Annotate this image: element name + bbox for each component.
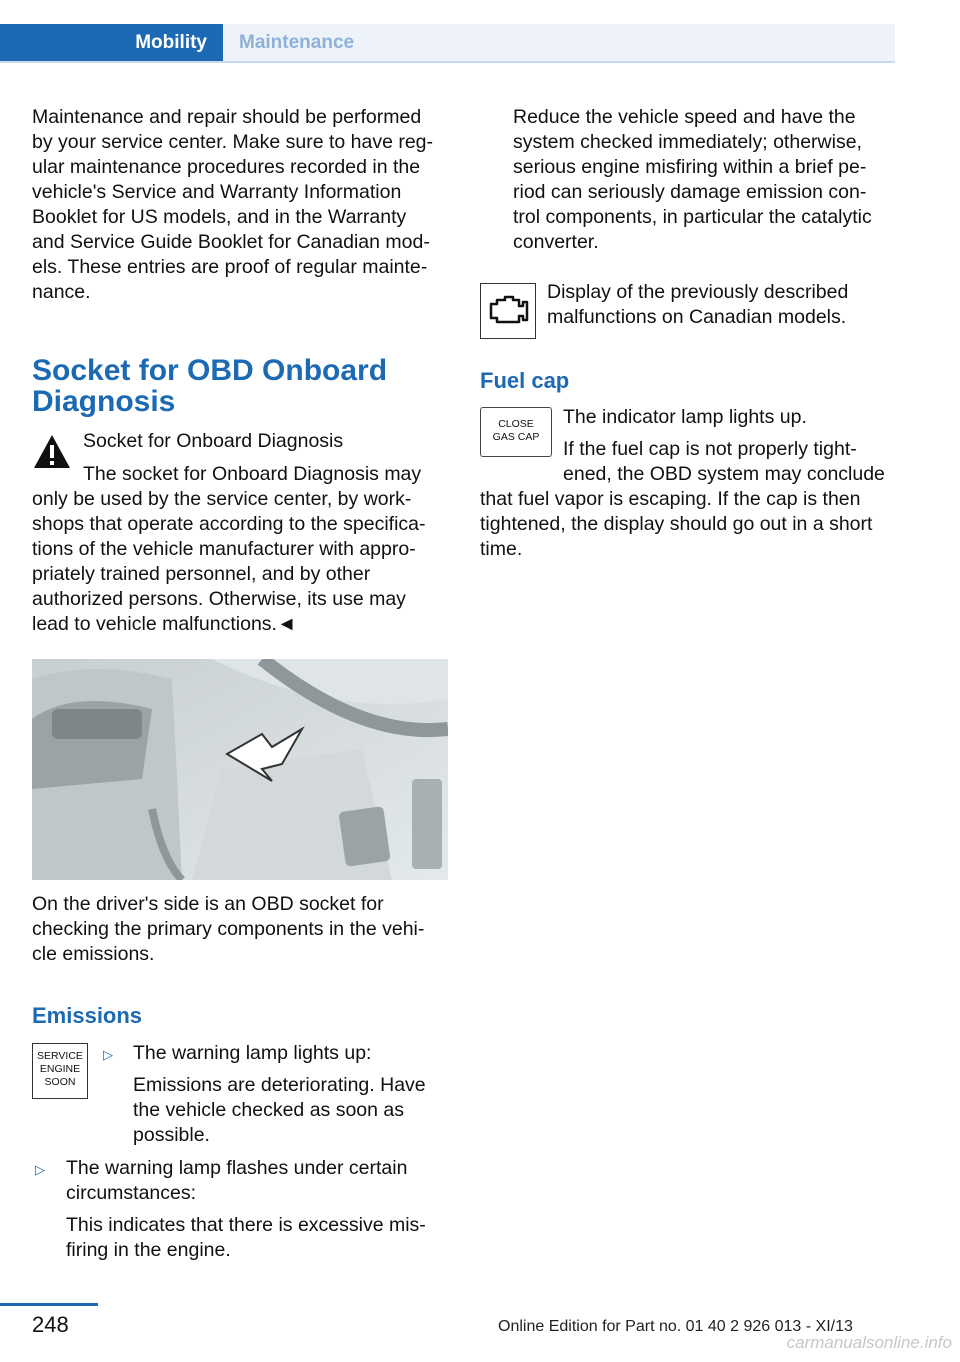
tab-mobility[interactable]: Mobility: [0, 24, 223, 61]
tab-maintenance[interactable]: Maintenance: [223, 24, 895, 61]
section-heading: Socket for OBD Onboard Diagnosis: [32, 354, 388, 418]
warning-lead: The socket for Onboard Diagnosis may: [83, 463, 422, 485]
photo-caption: On the driver's side is an OBD socket for checking the primary components in the vehi-cle emissions.: [32, 893, 425, 965]
page-number: 248: [32, 1312, 69, 1337]
warning-title: Socket for Onboard Diagnosis: [83, 430, 344, 452]
emissions-heading: Emissions: [32, 1003, 143, 1028]
warning-body: only be used by the service center, by work-shops that operate according to the specifica-tions of the vehicle manufacturer with appro-priately trained personnel, and by other authorized persons. Otherwise, its use may lead to vehicle malfunctions.◄: [32, 488, 426, 635]
bullet-2-body: This indicates that there is excessive mis-firing in the engine.: [66, 1214, 426, 1261]
bullet-marker-1: ▷: [103, 1047, 113, 1062]
gas-icon-line-1: CLOSE: [498, 418, 534, 430]
header-tabs: [0, 24, 895, 61]
service-icon-line-1: SERVICE: [37, 1050, 83, 1062]
bullet-2-title: The warning lamp flashes under certain circumstances:: [66, 1157, 408, 1204]
intro-paragraph: Maintenance and repair should be performed by your service center. Make sure to have reg-ular maintenance procedures recorded in the vehicle's Service and Warranty Information Booklet for US models, and in the Warranty and Service Guide Booklet for Canadian mod-els. These entries are proof of regular mainte-nance.: [32, 106, 434, 303]
page-number-rule: [0, 1303, 98, 1306]
gas-icon-line-2: GAS CAP: [492, 431, 540, 443]
bullet-1-title: The warning lamp lights up:: [133, 1042, 372, 1064]
emissions-continued: Reduce the vehicle speed and have the system checked immediately; otherwise, serious engine misfiring within a brief pe-riod can seriously damage emission con-trol components, in particular the catalytic converter.: [513, 106, 872, 253]
warning-triangle-icon: [32, 433, 72, 471]
header-divider: [0, 61, 895, 63]
fuel-cap-p1: The indicator lamp lights up.: [563, 406, 807, 428]
fuel-cap-p2-rest: that fuel vapor is escaping. If the cap is then tightened, the display should go out in a short time.: [480, 488, 873, 560]
service-engine-soon-icon: [32, 1043, 88, 1099]
bullet-1-body: Emissions are deteriorating. Have the vehicle checked as soon as possible.: [133, 1074, 426, 1146]
edition-footer: Online Edition for Part no. 01 40 2 926 013 - XI/13: [498, 1318, 853, 1335]
obd-socket-photo: [32, 659, 448, 880]
check-engine-icon: [480, 283, 536, 339]
service-icon-line-3: SOON: [44, 1076, 76, 1088]
fuel-cap-p2-lead: If the fuel cap is not properly tight-ened, the OBD system may conclude: [563, 438, 885, 485]
watermark: carmanualsonline.info: [786, 1333, 952, 1352]
close-gas-cap-icon: [480, 407, 552, 457]
service-icon-line-2: ENGINE: [39, 1063, 81, 1075]
canada-display-text: Display of the previously described malfunctions on Canadian models.: [547, 281, 849, 328]
bullet-marker-2: ▷: [35, 1162, 45, 1177]
fuel-cap-heading: Fuel cap: [480, 368, 570, 393]
